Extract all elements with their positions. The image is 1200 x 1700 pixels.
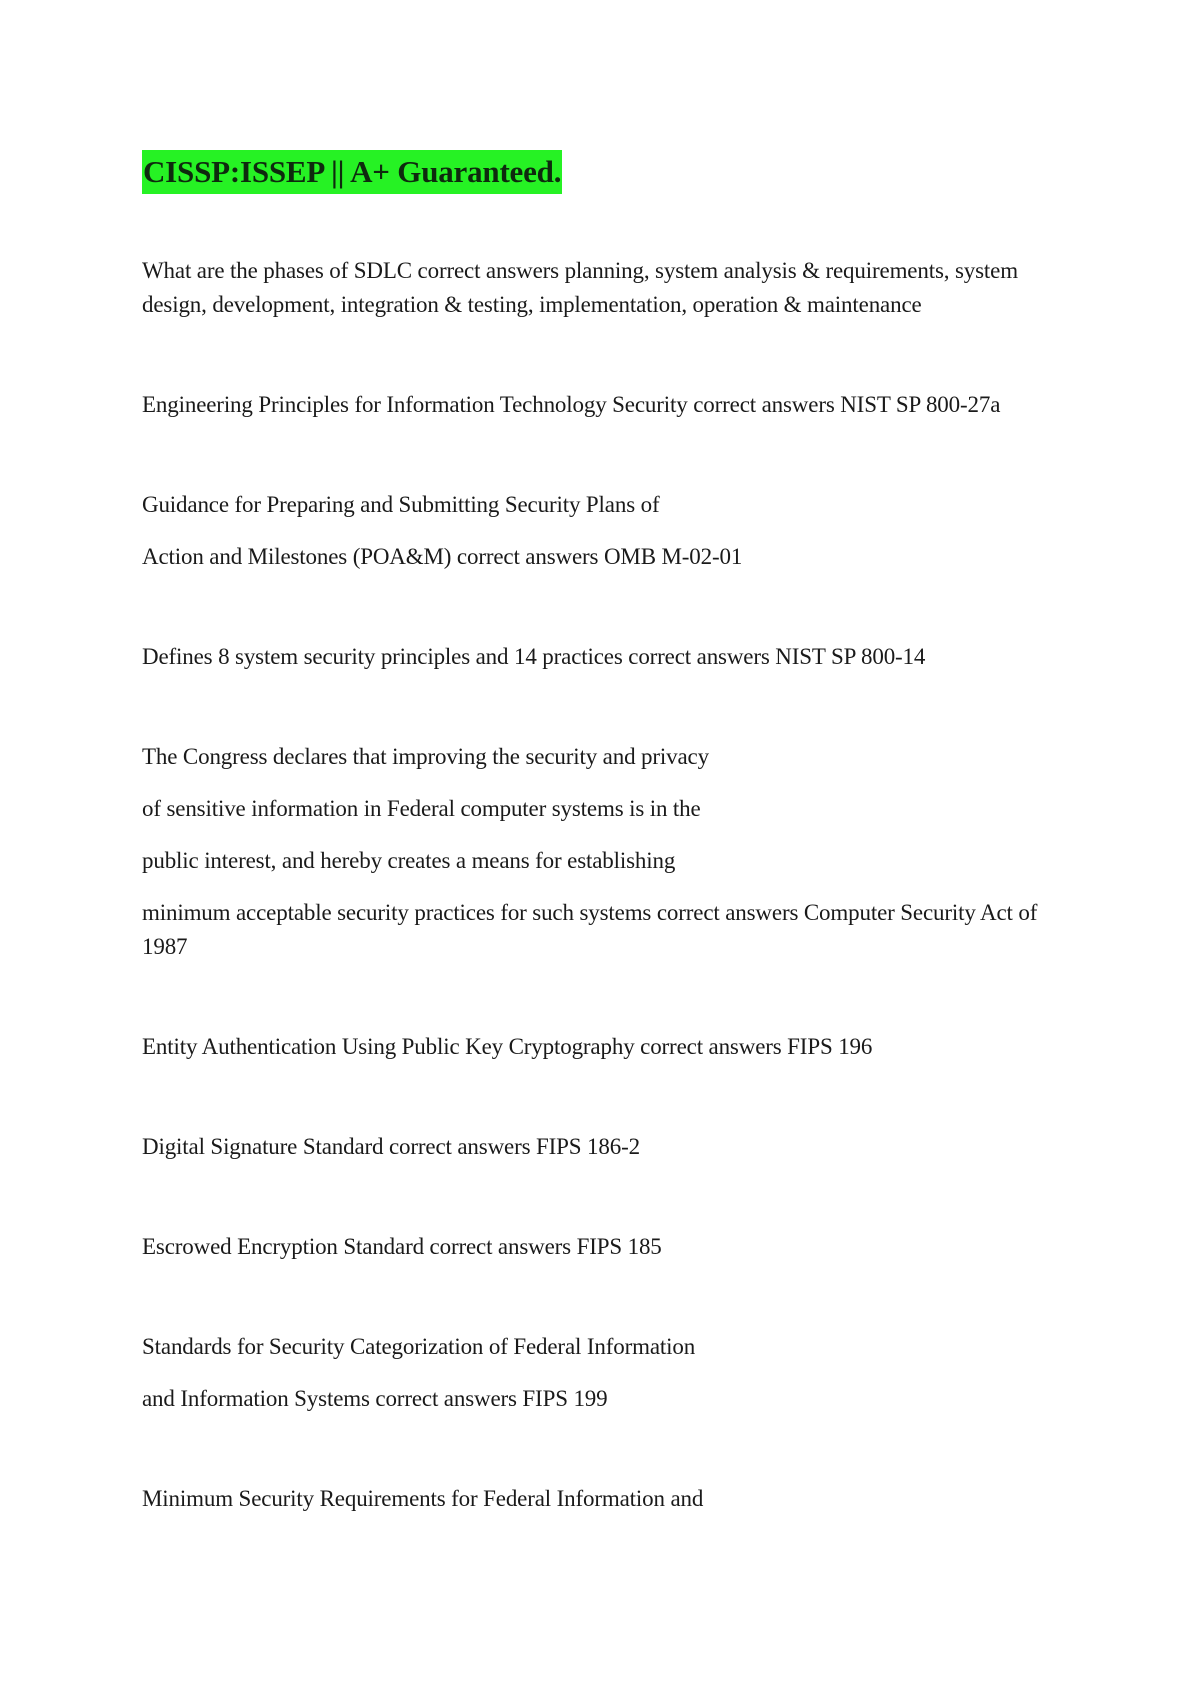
document-title: CISSP:ISSEP || A+ Guaranteed. [142,150,562,194]
entry-line: Entity Authentication Using Public Key Cryptography correct answers FIPS 196 [142,1034,873,1059]
qa-entry-engineering-principles [142,388,1072,422]
entry-line: Standards for Security Categorization of Federal Information [142,1334,696,1359]
entry-line: What are the phases of SDLC correct answers planning, system analysis & requirements, system design, development, integration & testing, implementation, operation & maintenance [142,258,1018,317]
entry-line: Guidance for Preparing and Submitting Security Plans of [142,492,660,517]
entry-line: Escrowed Encryption Standard correct answers FIPS 185 [142,1234,662,1259]
qa-entry-computer-security-act [142,740,1072,964]
qa-entry-escrowed-encryption [142,1230,1072,1264]
qa-entry-sdlc-phases [142,254,1072,322]
entry-line: of sensitive information in Federal computer systems is in the [142,796,701,821]
entry-line: and Information Systems correct answers FIPS 199 [142,1386,608,1411]
entry-line: Engineering Principles for Information Technology Security correct answers NIST SP 800-27a [142,392,1001,417]
qa-entry-entity-authentication [142,1030,1072,1064]
entry-line: Defines 8 system security principles and 14 practices correct answers NIST SP 800-14 [142,644,926,669]
entry-line: minimum acceptable security practices for such systems correct answers Computer Security Act of 1987 [142,900,1038,959]
qa-entry-security-principles [142,640,1072,674]
title-block [142,150,1072,194]
entry-line: Minimum Security Requirements for Federal Information and [142,1486,704,1511]
document-body [142,150,1072,1582]
qa-entry-poam-guidance [142,488,1072,574]
entry-line: The Congress declares that improving the security and privacy [142,744,709,769]
qa-entry-security-categorization [142,1330,1072,1416]
entry-line: public interest, and hereby creates a means for establishing [142,848,676,873]
qa-entry-digital-signature [142,1130,1072,1164]
entry-line: Action and Milestones (POA&M) correct answers OMB M-02-01 [142,544,743,569]
entry-line: Digital Signature Standard correct answers FIPS 186-2 [142,1134,640,1159]
qa-entry-minimum-security-requirements [142,1482,1072,1516]
